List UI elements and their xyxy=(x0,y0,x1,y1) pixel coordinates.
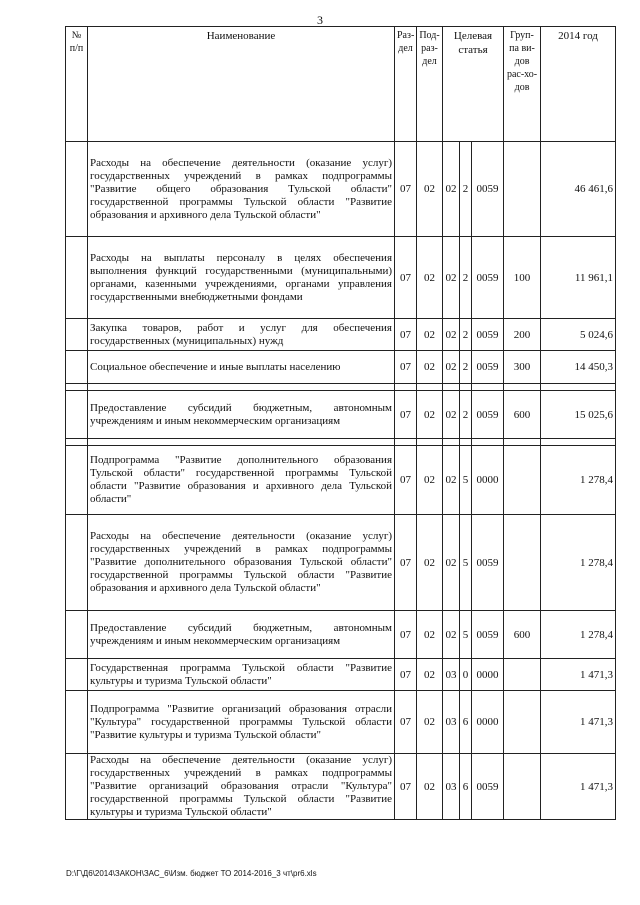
spacer-cell xyxy=(417,439,443,446)
spacer-cell xyxy=(541,384,616,391)
row-number xyxy=(66,391,88,439)
row-amount: 5 024,6 xyxy=(541,319,616,351)
row-expense-group: 100 xyxy=(504,237,541,319)
row-number xyxy=(66,611,88,659)
row-amount: 1 471,3 xyxy=(541,659,616,691)
row-name: Государственная программа Тульской области "Развитие культуры и туризма Тульской области" xyxy=(88,659,395,691)
header-section: Раз-дел xyxy=(395,27,417,142)
table-header-row xyxy=(66,27,616,142)
row-target-direction: 0059 xyxy=(472,142,504,237)
row-expense-group xyxy=(504,515,541,611)
header-year: 2014 год xyxy=(541,27,616,142)
row-target-subprogram: 2 xyxy=(460,237,472,319)
table-body xyxy=(66,142,616,820)
table-row xyxy=(66,142,616,237)
table-row xyxy=(66,237,616,319)
spacer-cell xyxy=(66,384,88,391)
row-number xyxy=(66,142,88,237)
row-target-direction: 0059 xyxy=(472,611,504,659)
spacer-cell xyxy=(395,384,417,391)
row-name: Социальное обеспечение и иные выплаты населению xyxy=(88,351,395,384)
row-subsection: 02 xyxy=(417,319,443,351)
row-target-program: 03 xyxy=(443,754,460,820)
row-expense-group: 300 xyxy=(504,351,541,384)
spacer-cell xyxy=(443,384,460,391)
row-section: 07 xyxy=(395,237,417,319)
row-number xyxy=(66,754,88,820)
row-amount: 1 278,4 xyxy=(541,446,616,515)
row-section: 07 xyxy=(395,754,417,820)
spacer-cell xyxy=(460,384,472,391)
row-name: Предоставление субсидий бюджетным, автономным учреждениям и иным некоммерческим организациям xyxy=(88,391,395,439)
row-section: 07 xyxy=(395,691,417,754)
spacer-cell xyxy=(88,439,395,446)
spacer-cell xyxy=(395,439,417,446)
spacer-cell xyxy=(460,439,472,446)
row-target-program: 02 xyxy=(443,237,460,319)
row-target-program: 02 xyxy=(443,391,460,439)
row-subsection: 02 xyxy=(417,446,443,515)
row-section: 07 xyxy=(395,319,417,351)
row-target-subprogram: 2 xyxy=(460,391,472,439)
row-target-program: 02 xyxy=(443,446,460,515)
table-row xyxy=(66,351,616,384)
table-row xyxy=(66,754,616,820)
row-expense-group: 200 xyxy=(504,319,541,351)
row-name: Расходы на обеспечение деятельности (оказание услуг) государственных учреждений в рамках подпрограммы "Развитие дополнительного образования Тульской области" государственной программы Тульской области "Развитие образования и архивного дела Тульской области" xyxy=(88,515,395,611)
row-section: 07 xyxy=(395,611,417,659)
row-section: 07 xyxy=(395,659,417,691)
spacer-cell xyxy=(504,439,541,446)
row-number xyxy=(66,446,88,515)
row-target-program: 02 xyxy=(443,142,460,237)
row-number xyxy=(66,351,88,384)
row-target-subprogram: 2 xyxy=(460,142,472,237)
row-amount: 1 278,4 xyxy=(541,515,616,611)
row-target-subprogram: 5 xyxy=(460,446,472,515)
row-target-program: 02 xyxy=(443,515,460,611)
table-row xyxy=(66,446,616,515)
spacer-cell xyxy=(66,439,88,446)
header-name: Наименование xyxy=(88,27,395,142)
row-subsection: 02 xyxy=(417,691,443,754)
row-target-subprogram: 2 xyxy=(460,351,472,384)
row-section: 07 xyxy=(395,515,417,611)
row-amount: 1 278,4 xyxy=(541,611,616,659)
spacer-cell xyxy=(443,439,460,446)
table-row xyxy=(66,659,616,691)
row-subsection: 02 xyxy=(417,754,443,820)
row-target-direction: 0000 xyxy=(472,446,504,515)
row-name: Расходы на обеспечение деятельности (оказание услуг) государственных учреждений в рамках подпрограммы "Развитие общего образования Тульской области" государственной программы Тульской области "Развитие образования и архивного дела Тульской области" xyxy=(88,142,395,237)
header-subsection: Под-раз-дел xyxy=(417,27,443,142)
header-num: № п/п xyxy=(66,27,88,142)
row-target-direction: 0000 xyxy=(472,691,504,754)
row-target-subprogram: 6 xyxy=(460,754,472,820)
row-target-subprogram: 2 xyxy=(460,319,472,351)
row-subsection: 02 xyxy=(417,351,443,384)
row-expense-group xyxy=(504,754,541,820)
row-target-subprogram: 0 xyxy=(460,659,472,691)
row-amount: 14 450,3 xyxy=(541,351,616,384)
row-subsection: 02 xyxy=(417,611,443,659)
row-target-program: 02 xyxy=(443,319,460,351)
row-subsection: 02 xyxy=(417,237,443,319)
file-path-footer: D:\Г\Д6\2014\ЗАКОН\ЗАС_6\Изм. бюджет ТО 2014-2016_3 чт\pr6.xls xyxy=(66,869,317,878)
row-target-subprogram: 5 xyxy=(460,515,472,611)
row-section: 07 xyxy=(395,391,417,439)
row-expense-group: 600 xyxy=(504,391,541,439)
row-name: Подпрограмма "Развитие дополнительного образования Тульской области" государственной программы Тульской области "Развитие образования и архивного дела Тульской области" xyxy=(88,446,395,515)
row-amount: 15 025,6 xyxy=(541,391,616,439)
header-target-article: Целевая статья xyxy=(443,27,504,142)
row-subsection: 02 xyxy=(417,391,443,439)
row-name: Предоставление субсидий бюджетным, автономным учреждениям и иным некоммерческим организациям xyxy=(88,611,395,659)
spacer-cell xyxy=(504,384,541,391)
row-subsection: 02 xyxy=(417,142,443,237)
table-row xyxy=(66,319,616,351)
row-section: 07 xyxy=(395,351,417,384)
row-target-direction: 0059 xyxy=(472,391,504,439)
row-subsection: 02 xyxy=(417,515,443,611)
table-row xyxy=(66,391,616,439)
spacer-row xyxy=(66,439,616,446)
row-target-direction: 0059 xyxy=(472,319,504,351)
row-target-subprogram: 5 xyxy=(460,611,472,659)
row-number xyxy=(66,237,88,319)
spacer-cell xyxy=(417,384,443,391)
row-amount: 46 461,6 xyxy=(541,142,616,237)
row-subsection: 02 xyxy=(417,659,443,691)
row-target-direction: 0059 xyxy=(472,754,504,820)
row-section: 07 xyxy=(395,446,417,515)
row-number xyxy=(66,659,88,691)
row-number xyxy=(66,515,88,611)
table-row xyxy=(66,691,616,754)
row-number xyxy=(66,319,88,351)
row-target-program: 03 xyxy=(443,691,460,754)
row-expense-group xyxy=(504,691,541,754)
header-expense-group: Груп-па ви-дов рас-хо-дов xyxy=(504,27,541,142)
row-target-program: 03 xyxy=(443,659,460,691)
row-target-direction: 0000 xyxy=(472,659,504,691)
row-expense-group xyxy=(504,659,541,691)
row-name: Закупка товаров, работ и услуг для обеспечения государственных (муниципальных) нужд xyxy=(88,319,395,351)
row-target-direction: 0059 xyxy=(472,515,504,611)
row-expense-group: 600 xyxy=(504,611,541,659)
row-name: Расходы на выплаты персоналу в целях обеспечения выполнения функций государственными (муниципальными) органами, казенными учреждениями, органами управления государственными внебюджетными фондами xyxy=(88,237,395,319)
table-row xyxy=(66,515,616,611)
row-target-subprogram: 6 xyxy=(460,691,472,754)
row-amount: 1 471,3 xyxy=(541,691,616,754)
row-target-direction: 0059 xyxy=(472,237,504,319)
row-expense-group xyxy=(504,446,541,515)
spacer-cell xyxy=(88,384,395,391)
row-expense-group xyxy=(504,142,541,237)
spacer-cell xyxy=(472,439,504,446)
row-name: Расходы на обеспечение деятельности (оказание услуг) государственных учреждений в рамках подпрограммы "Развитие организаций образования отрасли "Культура" государственной программы Тульской области "Развитие культуры и туризма Тульской области" xyxy=(88,754,395,820)
spacer-row xyxy=(66,384,616,391)
row-amount: 11 961,1 xyxy=(541,237,616,319)
row-amount: 1 471,3 xyxy=(541,754,616,820)
spacer-cell xyxy=(541,439,616,446)
row-section: 07 xyxy=(395,142,417,237)
spacer-cell xyxy=(472,384,504,391)
page-number: 3 xyxy=(317,13,323,27)
row-target-program: 02 xyxy=(443,611,460,659)
row-target-program: 02 xyxy=(443,351,460,384)
row-target-direction: 0059 xyxy=(472,351,504,384)
row-name: Подпрограмма "Развитие организаций образования отрасли "Культура" государственной программы Тульской области "Развитие культуры и туризма Тульской области" xyxy=(88,691,395,754)
row-number xyxy=(66,691,88,754)
budget-table xyxy=(65,26,616,820)
table-row xyxy=(66,611,616,659)
